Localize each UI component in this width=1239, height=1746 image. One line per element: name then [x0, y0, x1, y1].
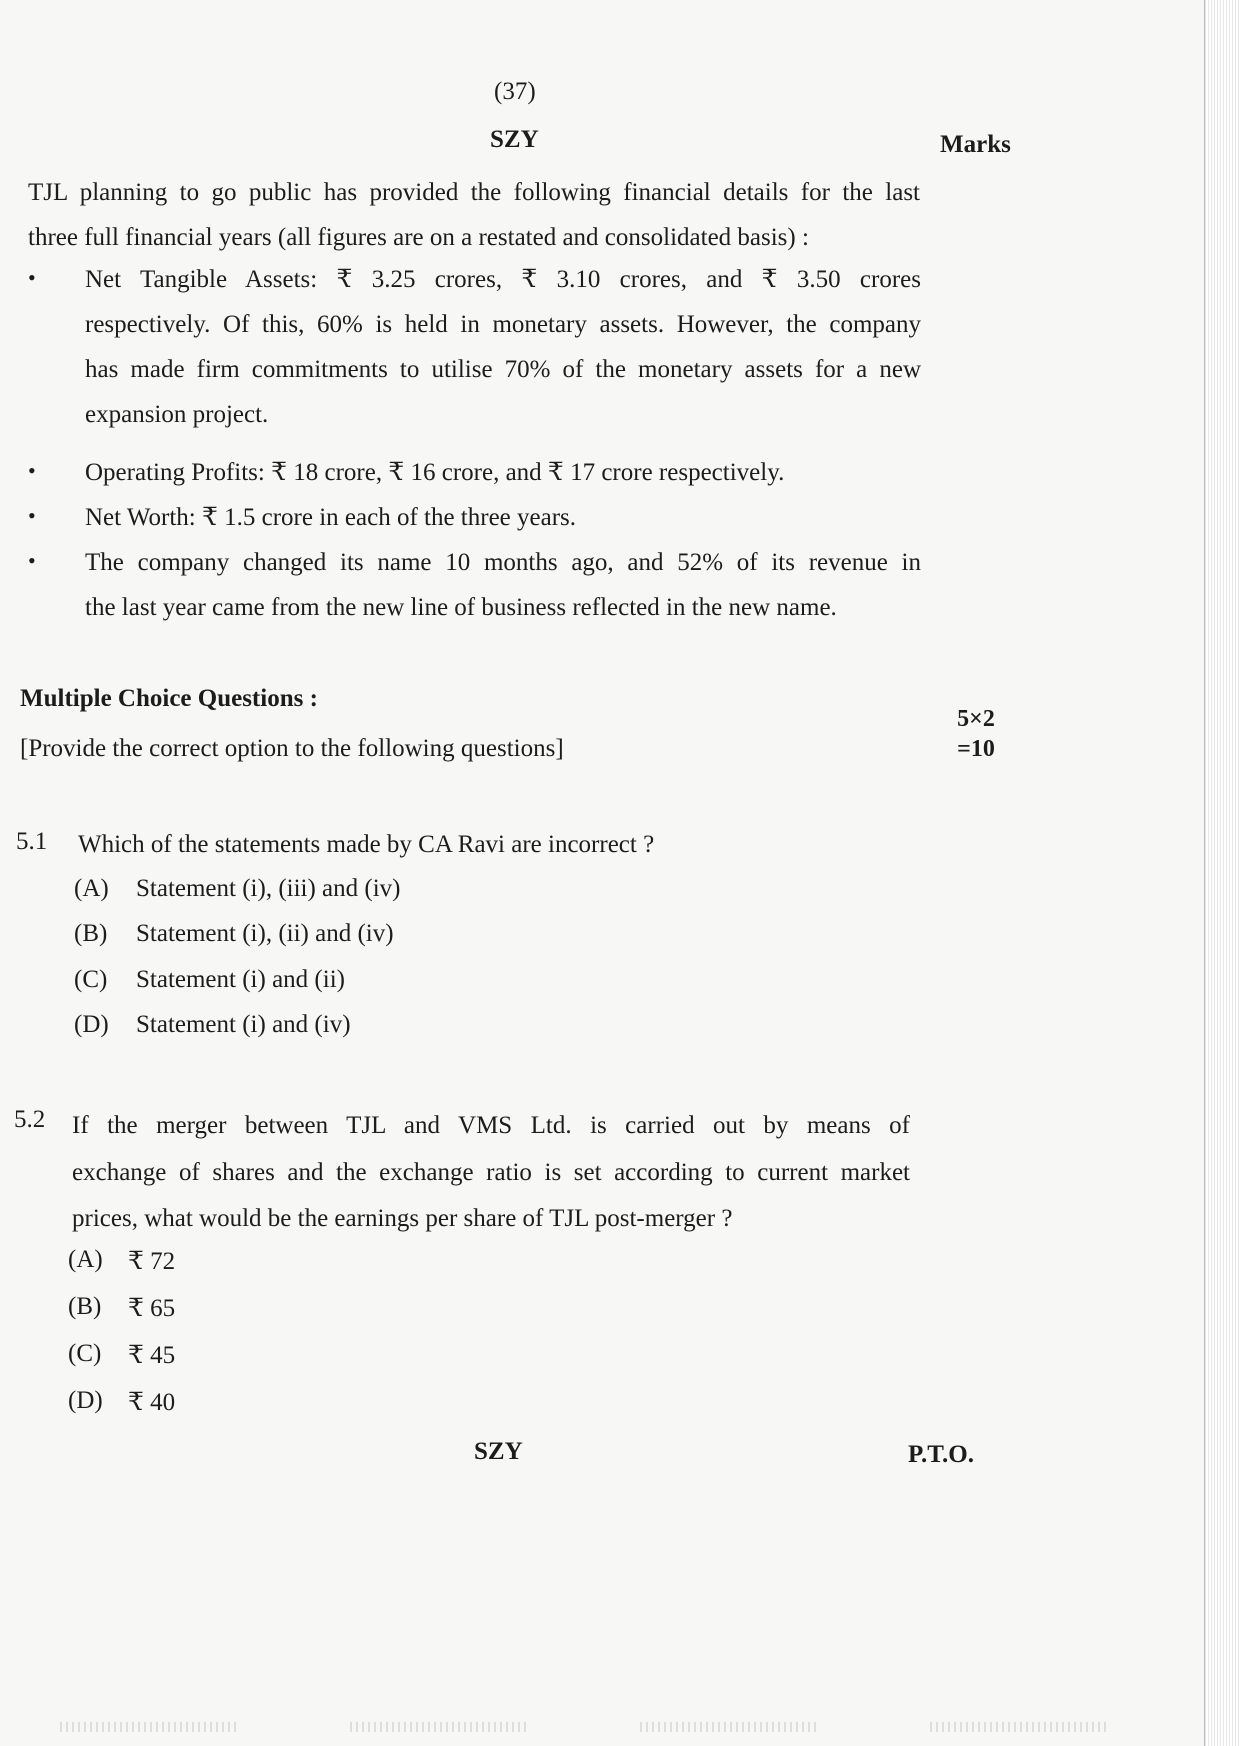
option-text: ₹ 45	[128, 1342, 176, 1369]
option-label: (C)	[74, 966, 108, 993]
bullet-1-line-4: expansion project.	[85, 401, 269, 428]
option-text: Statement (i) and (ii)	[136, 966, 345, 993]
bullet-1-line-1: Net Tangible Assets: ₹ 3.25 crores, ₹ 3.10 crores, and ₹ 3.50 crores	[85, 266, 921, 293]
option-text: ₹ 65	[128, 1295, 176, 1322]
bullet-2-line-1: Operating Profits: ₹ 18 crore, ₹ 16 crore, and ₹ 17 crore respectively.	[85, 459, 785, 486]
question-text: Which of the statements made by CA Ravi are incorrect ?	[78, 831, 655, 858]
option-label: (D)	[74, 1011, 109, 1038]
paper-code-header: SZY	[490, 126, 539, 153]
question-text-line-2: exchange of shares and the exchange ratio is set according to current market	[72, 1159, 910, 1186]
bullet-1-line-2: respectively. Of this, 60% is held in monetary assets. However, the company	[85, 311, 921, 338]
scan-artifact	[60, 1722, 240, 1732]
bullet-marker: •	[28, 458, 36, 483]
mcq-instruction: [Provide the correct option to the following questions]	[20, 735, 564, 762]
page-number: (37)	[494, 78, 536, 105]
bullet-marker: •	[28, 548, 36, 573]
scan-artifact	[640, 1722, 820, 1732]
bullet-3-line-1: Net Worth: ₹ 1.5 crore in each of the three years.	[85, 504, 577, 531]
intro-line-2: three full financial years (all figures are on a restated and consolidated basis) :	[28, 224, 809, 251]
option-text: Statement (i) and (iv)	[136, 1011, 351, 1038]
bullet-1-line-3: has made firm commitments to utilise 70% of the monetary assets for a new	[85, 356, 921, 383]
option-text: Statement (i), (ii) and (iv)	[136, 920, 394, 947]
bullet-4-line-1: The company changed its name 10 months ago, and 52% of its revenue in	[85, 549, 921, 576]
mcq-marks	[950, 704, 1002, 764]
option-text: Statement (i), (iii) and (iv)	[136, 875, 401, 902]
question-number: 5.1	[16, 828, 48, 855]
paper-code-footer: SZY	[474, 1438, 523, 1465]
option-label: (B)	[74, 920, 108, 947]
bullet-4-line-2: the last year came from the new line of business reflected in the new name.	[85, 594, 837, 621]
option-text: ₹ 40	[128, 1389, 176, 1416]
bullet-marker: •	[28, 265, 36, 290]
mcq-marks-line-2: =10	[957, 736, 995, 762]
scan-artifact	[350, 1722, 530, 1732]
bullet-marker: •	[28, 503, 36, 528]
mcq-heading: Multiple Choice Questions :	[20, 685, 318, 712]
option-label: (D)	[68, 1387, 103, 1414]
marks-column-heading: Marks	[940, 131, 1011, 158]
pto-marker: P.T.O.	[908, 1441, 974, 1468]
option-label: (A)	[68, 1246, 103, 1273]
scan-edge	[1204, 0, 1239, 1746]
option-text: ₹ 72	[128, 1248, 176, 1275]
option-label: (B)	[68, 1293, 102, 1320]
question-number: 5.2	[14, 1106, 46, 1133]
option-label: (C)	[68, 1340, 102, 1367]
option-label: (A)	[74, 875, 109, 902]
mcq-marks-line-1: 5×2	[957, 706, 995, 732]
intro-line-1: TJL planning to go public has provided the following financial details for the last	[28, 179, 920, 206]
question-text-line-3: prices, what would be the earnings per share of TJL post-merger ?	[72, 1205, 733, 1232]
scan-artifact	[930, 1722, 1110, 1732]
question-text-line-1: If the merger between TJL and VMS Ltd. is carried out by means of	[72, 1112, 910, 1139]
